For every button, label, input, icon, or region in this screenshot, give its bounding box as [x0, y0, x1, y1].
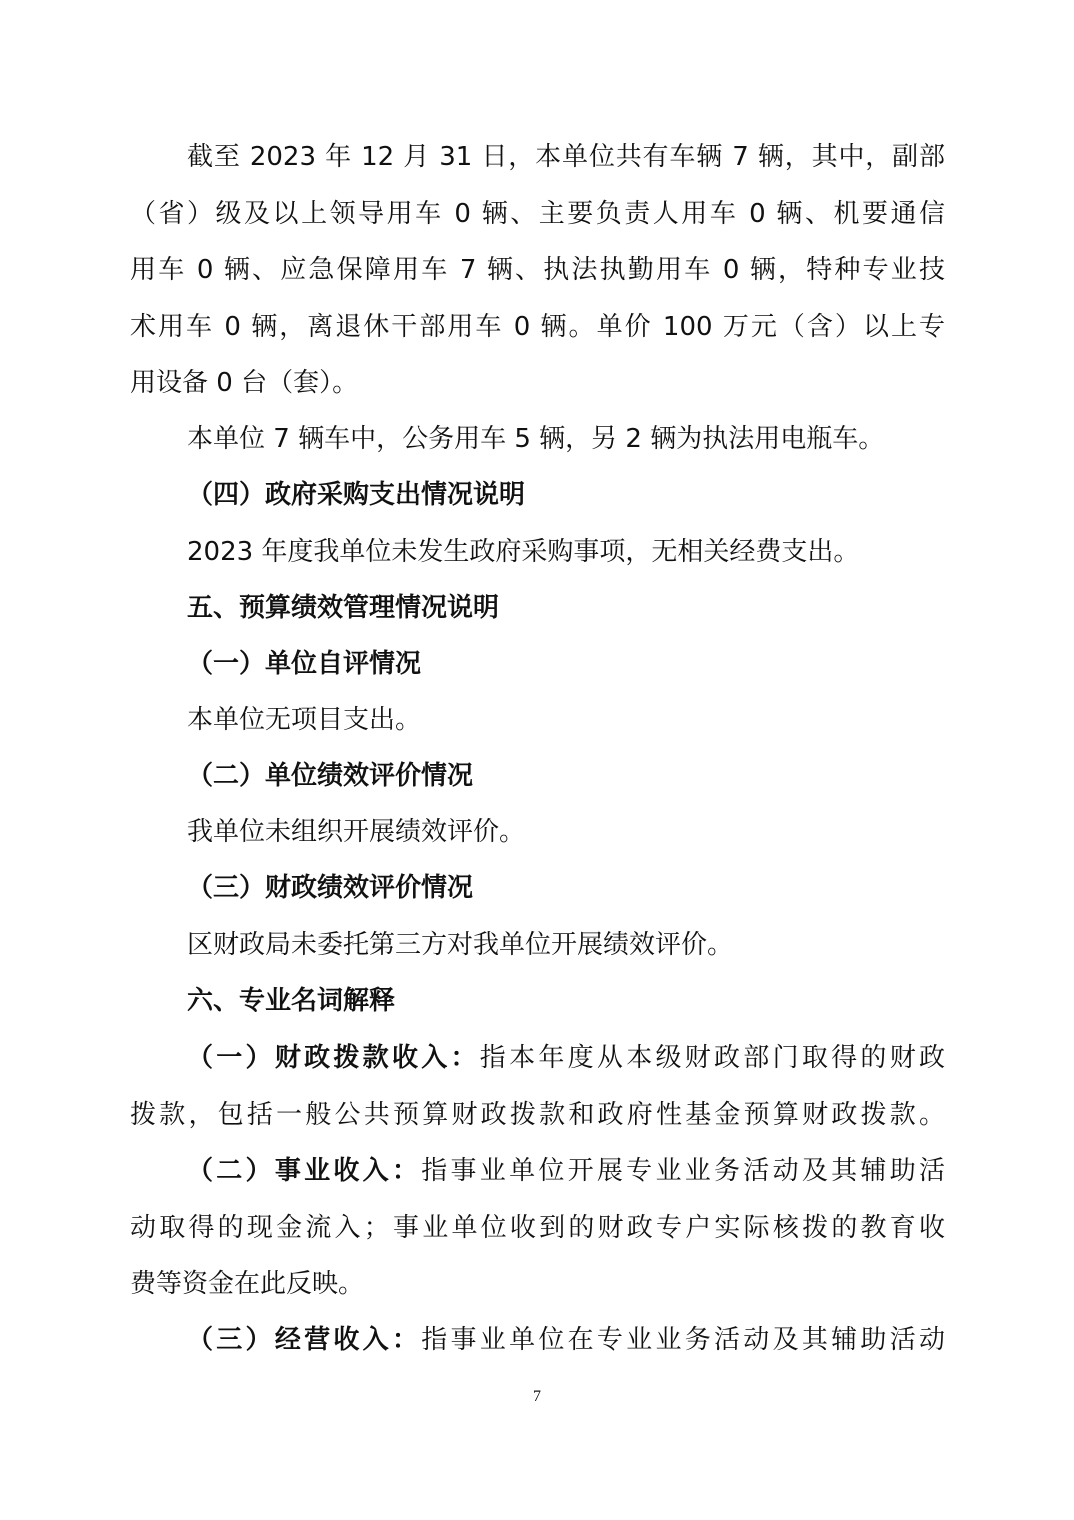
- term-definition: 指事业单位在专业业务活动及其辅助活动: [421, 1325, 945, 1355]
- paragraph-line: 动取得的现金流入；事业单位收到的财政专户实际核拨的教育收: [130, 1213, 945, 1243]
- paragraph-line: 用设备 0 台（套）。: [130, 368, 359, 398]
- paragraph-line: 截至 2023 年 12 月 31 日，本单位共有车辆 7 辆，其中，副部: [187, 142, 945, 172]
- section-heading: （二）单位绩效评价情况: [187, 761, 474, 791]
- paragraph-line: 用车 0 辆、应急保障用车 7 辆、执法执勤用车 0 辆，特种专业技: [130, 255, 945, 285]
- paragraph-line: （省）级及以上领导用车 0 辆、主要负责人用车 0 辆、机要通信: [130, 199, 945, 229]
- paragraph-line: 术用车 0 辆，离退休干部用车 0 辆。单价 100 万元（含）以上专: [130, 312, 945, 342]
- paragraph-line: 本单位 7 辆车中，公务用车 5 辆，另 2 辆为执法用电瓶车。: [187, 424, 885, 454]
- section-heading: 五、预算绩效管理情况说明: [187, 593, 500, 623]
- section-heading: （四）政府采购支出情况说明: [187, 480, 526, 510]
- paragraph-line: [187, 1038, 945, 1078]
- section-heading: （一）单位自评情况: [187, 649, 422, 679]
- page-number: 7: [533, 1388, 541, 1405]
- term-definition: 指本年度从本级财政部门取得的财政: [479, 1043, 945, 1073]
- paragraph-line: 2023 年度我单位未发生政府采购事项，无相关经费支出。: [187, 537, 860, 567]
- term-definition: 指事业单位开展专业业务活动及其辅助活: [421, 1156, 945, 1186]
- term-label: （二）事业收入：: [187, 1156, 422, 1186]
- paragraph-line: [187, 1320, 945, 1360]
- paragraph-line: 拨款，包括一般公共预算财政拨款和政府性基金预算财政拨款。: [130, 1100, 945, 1130]
- paragraph-line: 费等资金在此反映。: [130, 1269, 365, 1299]
- term-label: （三）经营收入：: [187, 1325, 422, 1355]
- paragraph-line: 本单位无项目支出。: [187, 705, 422, 735]
- section-heading: 六、专业名词解释: [187, 986, 396, 1016]
- paragraph-line: [187, 1151, 945, 1191]
- paragraph-line: 区财政局未委托第三方对我单位开展绩效评价。: [187, 930, 734, 960]
- paragraph-line: 我单位未组织开展绩效评价。: [187, 817, 526, 847]
- section-heading: （三）财政绩效评价情况: [187, 873, 474, 903]
- term-label: （一）财政拨款收入：: [187, 1043, 480, 1073]
